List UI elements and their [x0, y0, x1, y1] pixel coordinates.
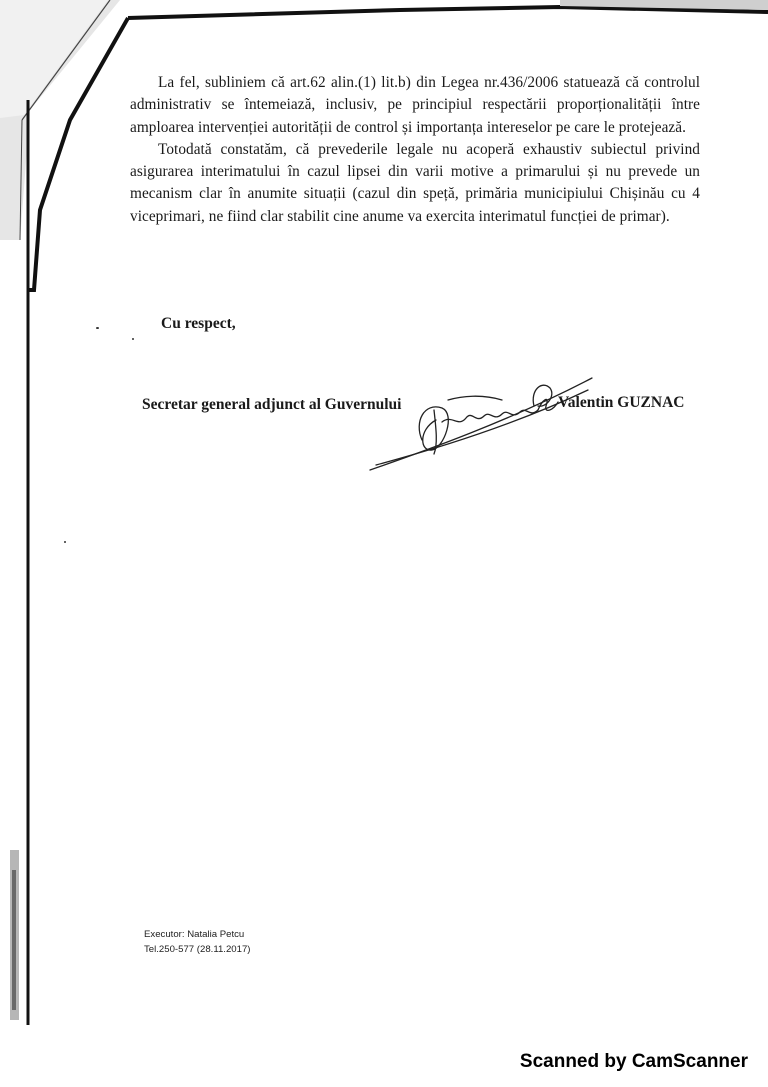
scan-speck	[96, 327, 99, 329]
executor-name: Executor: Natalia Petcu	[144, 929, 245, 940]
executor-phone: Tel.250-577 (28.11.2017)	[144, 943, 251, 955]
signer-title: Secretar general adjunct al Guvernului	[142, 396, 402, 413]
scanner-watermark: Scanned by CamScanner	[519, 1051, 748, 1072]
letter-body	[130, 72, 700, 228]
executor-block	[144, 928, 251, 957]
handwritten-signature	[362, 370, 602, 480]
scan-speck	[64, 541, 66, 543]
closing-salutation: Cu respect,	[161, 315, 236, 332]
paragraph: La fel, subliniem că art.62 alin.(1) lit.b) din Legea nr.436/2006 statuează că controlul administrativ se întemeiază, inclusiv, pe principiul respectării proporționalității între amploarea intervenției autorității de control și importanța intereselor pe care le protejează.	[130, 74, 700, 136]
signer-name: Valentin GUZNAC	[558, 394, 685, 411]
scan-speck	[132, 338, 134, 340]
paragraph: Totodată constatăm, că prevederile legale nu acoperă exhaustiv subiectul privind asigurarea interimatului în cazul lipsei din varii motive a primarului și nu prevede un mecanism clar în anumite situații (cazul din speță, primăria municipiului Chișinău cu 4 viceprimari, ne fiind clar stabilit cine anume va exercita interimatul funcției de primar).	[130, 140, 700, 225]
